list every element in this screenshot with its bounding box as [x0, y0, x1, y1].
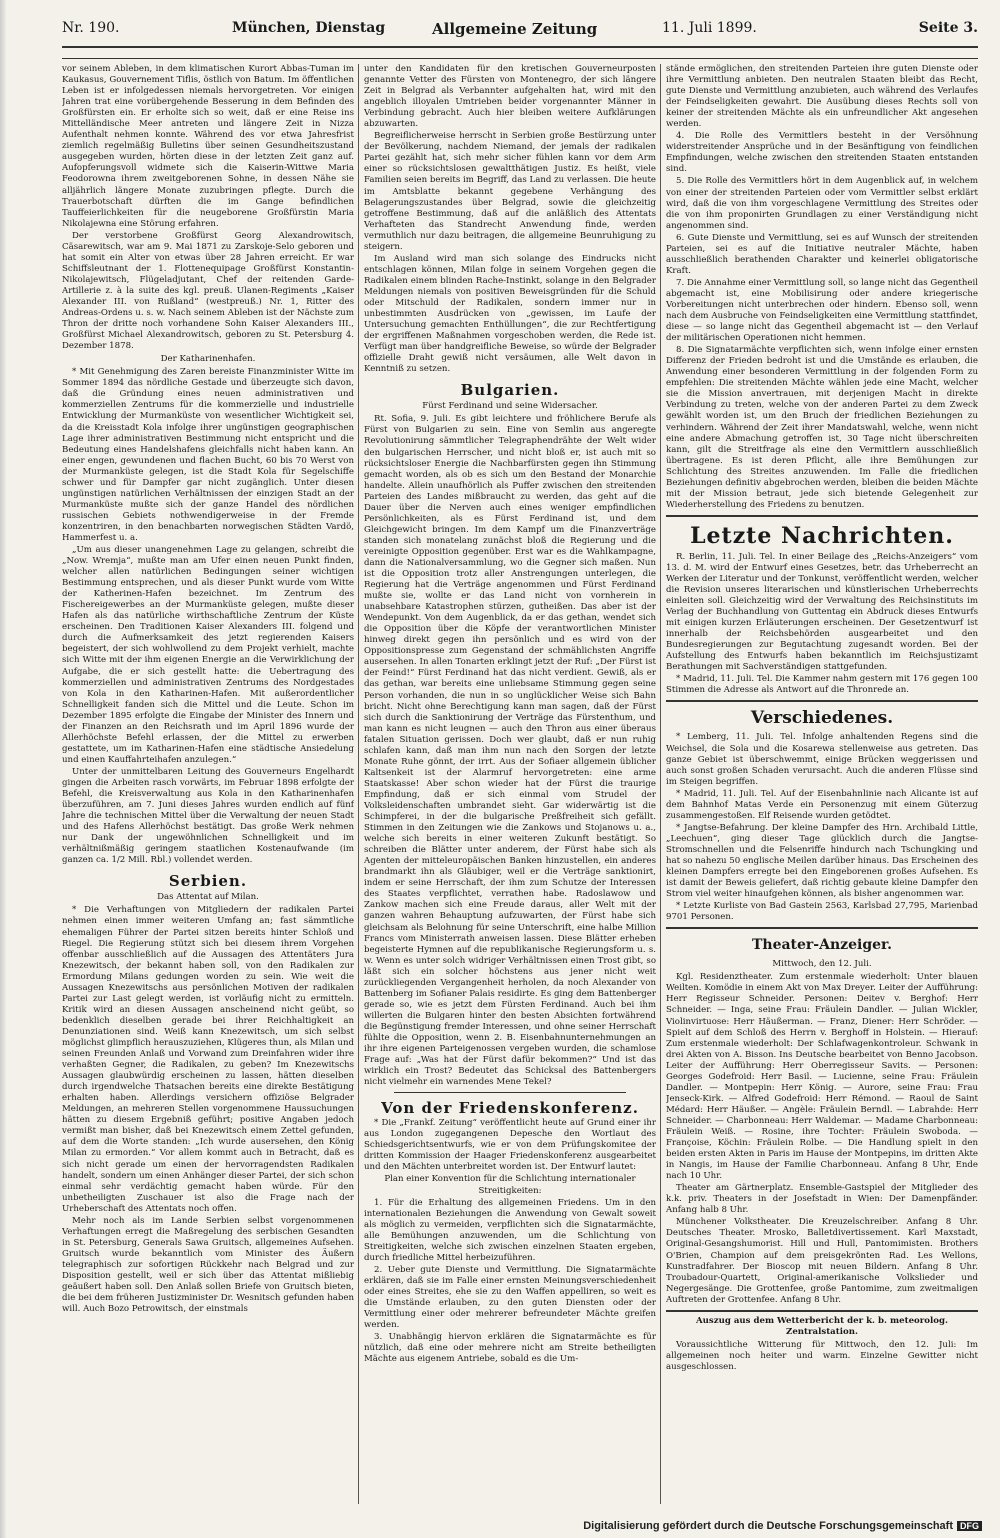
- paragraph: * Mit Genehmigung des Zaren bereiste Finanzminister Witte im Sommer 1894 das nördliche Gestade und überzeugte sich davon, daß die Gründung eines neuen administrativen und kommerziellen Zentrums für die kommerzielle und industrielle Entwicklung der Murmanküste von wesentlicher Wichtigkeit sei, da die Kreisstadt Kola infolge ihrer ungünstigen geographischen Lage ihrer administrativen Bestimmung nicht entspricht und die Bedeutung eines Handelshafens gleichfalls nicht haben kann. An einer engen, gewundenen und flachen Bucht, 60 bis 70 Werst von der Murmanküste gelegen, ist die Stadt Kola für Segelschiffe schwer und für Dampfer gar nicht zugänglich. Unter diesen ungünstigen natürlichen Verhältnissen der einzigen Stadt an der Murmanküste mußte sich der ganze Handel des nördlichen russischen Gebiets nothwendigerweise in der Fremde konzentriren, in den benachbarten norwegischen Städten Vardö, Hammerfest u. a.: [62, 367, 354, 543]
- place-day: München, Dienstag: [232, 20, 386, 36]
- separator: [666, 700, 978, 702]
- column-1: [62, 64, 354, 1524]
- paragraph: 1. Für die Erhaltung des allgemeinen Friedens. Um in den internationalen Beziehungen die Anwendung von Gewalt soweit als möglich zu vermeiden, verpflichten sich die Signatarmächte, alle Bemühungen anzuwenden, um die Schlichtung von Streitigkeiten, welche sich zwischen einzelnen Staaten ergeben, durch friedliche Mittel herbeizuführen.: [364, 1197, 656, 1263]
- footer-text: Digitalisierung gefördert durch die Deutsche Forschungsgemeinschaft: [583, 1520, 953, 1532]
- subheading-weather: Auszug aus dem Wetterbericht der k. b. meteorolog. Zentralstation.: [695, 1315, 949, 1337]
- paragraph: Im Ausland wird man sich solange des Eindrucks nicht entschlagen können, Milan folge in seinem Vorgehen gegen die Radikalen einem blinden Rache-Instinkt, solange in den Belgrader Meldungen niemals von positiven Beweisgründen für die Schuld oder Mitschuld der Radikalen, sondern immer nur in unbestimmten Ausdrücken von „gewissen, im Laufe der Untersuchung gemachten Enthüllungen“, die zur Rechtfertigung der ergriffenen Maßnahmen vorgeschoben werden, die Rede ist. Verfügt man über handgreifliche Beweise, so würde der Belgrader offizielle Draht gewiß nicht versäumen, alle Welt davon in Kenntniß zu setzen.: [364, 253, 656, 375]
- paragraph: vor seinem Ableben, in dem klimatischen Kurort Abbas-Tuman im Kaukasus, Gouvernement Tiflis, östlich von Batum. Im öffentlichen Leben ist er infolgedessen niemals hervorgetreten. Vor einigen Jahren trat eine vorübergehende Besserung in dem Befinden des Großfürsten ein. Er erholte sich so weit, daß er eine Reise ins Mittelländische Meer antreten und längere Zeit in Nizza Aufenthalt nehmen konnte. Während des vor etwa Jahresfrist ziemlich regelmäßig Bulletins über seinen Gesundheitszustand ausgegeben wurden, hörten diese in der letzten Zeit ganz auf. Aufopferungsvoll widmete sich die Kaiserin-Wittwe Maria Feodorowna ihrem zweitgeborenen Sohne, in dessen Nähe sie alljährlich längere Monate zuzubringen pflegte. Durch die Trauerbotschaft dürften die im Gange befindlichen Tauffeierlichkeiten für die neugeborene Großfürstin Maria Nikolajewna eine Störung erfahren.: [62, 64, 354, 229]
- paragraph: 2. Ueber gute Dienste und Vermittlung. Die Signatarmächte erklären, daß sie im Falle einer ernsten Meinungsverschiedenheit oder eines Streites, ehe sie zu den Waffen appelliren, so weit es die Umstände erlauben, zu den guten Diensten oder der Vermittlung einer oder mehrerer befreundeter Mächte greifen werden.: [364, 1264, 656, 1331]
- paragraph: unter den Kandidaten für den kretischen Gouverneurposten genannte Vetter des Fürsten von Montenegro, der sich längere Zeit in Belgrad als Verbannter aufgehalten hat, wird mit den angeblich illoyalen Umtrieben beider vorgenannter Männer in Verbindung gebracht. Auch hier bleiben weitere Aufklärungen abzuwarten.: [364, 64, 656, 130]
- section-heading-verschiedenes: Verschiedenes.: [750, 708, 894, 729]
- paragraph: Theater am Gärtnerplatz. Ensemble-Gastspiel der Mitglieder des k.k. priv. Theaters in der Josefstadt in Wien: Der Damenpfänder. Anfang halb 8 Uhr.: [666, 1183, 978, 1216]
- paragraph: * Madrid, 11. Juli. Tel. Die Kammer nahm gestern mit 176 gegen 100 Stimmen die Adresse als Antwort auf die Thronrede an.: [666, 674, 978, 696]
- paragraph: Kgl. Residenztheater. Zum erstenmale wiederholt: Unter blauen Weilten. Komödie in einem Akt von Max Dreyer. Leiter der Aufführung: Herr Regisseur Schneider. Personen: Deitev v. Berghof: Herr Schneider. — Inga, seine Frau: Fräulein Dandler. — Julian Wickler, Violinvirtuose: Herr Häußerman. — Franz, Diener: Herr Schröder. — Spielt auf dem Schloß des Herrn v. Berghoff in Holstein. — Hierauf: Zum erstenmale wiederholt: Der Schlafwagenkontroleur. Schwank in drei Akten von A. Bisson. Ins Deutsche bearbeitet von Benno Jacobson. Leiter der Aufführung: Herr Oberregisseur Savits. — Personen: Georges Godefroid: Herr Basil. — Lucienne, seine Frau: Fräulein Dandler. — Montpepin: Herr König. — Aurore, seine Frau: Frau Jenseck-Kirk. — Alfred Godefroid: Herr Rémond. — Raoul de Saint Médard: Herr Häußer. — Angèle: Fräulein Berndl. — Labrahde: Herr Schneider. — Charbonneau: Herr Waldemar. — Madame Charbonneau: Fräulein Weiß. — Rosine, ihre Tochter: Fräulein Swoboda. — Françoise, Köchin: Fräulein Rolbe. — Die Handlung spielt in den beiden ersten Akten in Paris im Hause der Montpepins, im dritten Akte in Nangis, im Hause der Familie Charbonneau. Anfang 8 Uhr, Ende nach 10 Uhr.: [666, 972, 978, 1182]
- paragraph: Voraussichtliche Witterung für Mittwoch, den 12. Juli: Im allgemeinen noch heiter und warm. Einzelne Gewitter nicht ausgeschlossen.: [666, 1339, 978, 1372]
- dfg-logo: DFG: [957, 1521, 982, 1531]
- subheading: Das Attentat auf Milan.: [157, 892, 259, 903]
- paragraph: * Lemberg, 11. Juli. Tel. Infolge anhaltenden Regens sind die Weichsel, die Sola und die Kosarewa stellenweise aus getreten. Das ganze Gebiet ist überschwemmt, einige Brücken weggerissen und auch sonst großen Schaden verursacht. Auch die anderen Flüsse sind im Steigen begriffen.: [666, 732, 978, 787]
- paragraph: * Die „Frankf. Zeitung“ veröffentlicht heute auf Grund einer ihr aus London zugegangenen Depesche den Wortlaut des Schiedsgerichtsentwurfs, wie er von dem Prüfungskomitee der dritten Kommission der Haager Friedenskonferenz ausgearbeitet und den Mächten unterbreitet worden ist. Der Entwurf lautet:: [364, 1118, 656, 1173]
- paragraph: * Madrid, 11. Juli. Tel. Auf der Eisenbahnlinie nach Alicante ist auf dem Bahnhof Matas Verde ein Personenzug mit einem Güterzug zusammengestoßen. Elf Reisende wurden getödtet.: [666, 788, 978, 821]
- paragraph: Plan einer Konvention für die Schlichtung internationaler Streitigkeiten:: [384, 1174, 636, 1196]
- paragraph: * Jangtse-Befahrung. Der kleine Dampfer des Hrn. Archibald Little, „Leechuen“, ging dieser Tage glücklich durch die Jangtse-Stromschnellen und die Felsenriffe hindurch nach Tschungking und hat so nahezu 50 englische Meilen darüber hinaus. Das Erscheinen des kleinen Dampfers erregte bei den Eingeborenen großes Aufsehen. Es ist damit der Beweis geliefert, daß richtig gebaute kleine Dampfer den Strom viel weiter hinaufgehen können, als bisher angenommen war.: [666, 822, 978, 900]
- separator: [394, 1092, 626, 1093]
- paragraph: 8. Die Signatarmächte verpflichten sich, wenn infolge einer ernsten Differenz der Frieden bedroht ist und die Umstände es erlauben, die Anwendung einer besonderen Vermittlung in der folgenden Form zu empfehlen: Die streitenden Mächte wählen jede eine Macht, welcher sie die Mission anvertrauen, mit derjenigen Macht in direkte Verbindung zu treten, welche von der anderen Partei zu dem Zweck gewählt worden ist, um den Bruch der friedlichen Beziehungen zu verhindern. Während der Zeit ihrer Mandatswahl, welche, wenn nicht eine andere Abmachung getroffen ist, 30 Tage nicht überschreiten kann, gilt die Streitfrage als eine den Vermittlern ausschließlich übertragene. Es ist deren Pflicht, alle ihre Bemühungen zur Schlichtung des Streites anzuwenden. Im Falle die friedlichen Beziehungen definitiv abgebrochen werden, bleiben die beiden Mächte mit der Mission betraut, jede sich bietende Gelegenheit zur Wiederherstellung des Friedens zu benutzen.: [666, 345, 978, 510]
- paragraph: * Die Verhaftungen von Mitgliedern der radikalen Partei nehmen einen immer weiteren Umfang an; fast sämmtliche ehemaligen Führer der Partei sitzen bereits hinter Schloß und Riegel. Die Regierung stützt sich bei diesem ihrem Vorgehen offenbar ausschließlich auf die Aussagen des Attentäters Jura Knezewitsch, der bekannt haben soll, von den Radikalen zur Ermordung Milans gedungen worden zu sein. Wie weit die Aussagen Knezewitschs aus persönlichen Motiven der radikalen Partei zur Last gelegt werden, ist vorläufig nicht zu ermitteln. Kritik wird an diesen Aussagen anscheinend nicht geübt, so bedenklich dieselben gerade bei ihrer Reichhaltigkeit an Denunziationen sind. Weiß kann Knezewitsch, um sich selbst möglichst glimpflich herauszuziehen, Klügeres thun, als Milan und seinen Freunden Anlaß und Vorwand zum Dreinfahren wider ihre verhaßten Gegner, die Radikalen, zu geben? Im Knezewitschs Aussagen glaubwürdig erscheinen zu lassen, hätten dieselben durch irgendwelche Thatsachen bereits eine direkte Bestätigung erhalten haben. Allerdings versichern offiziöse Belgrader Meldungen, an mehreren Stellen vorgenommene Haussuchungen hätten zu diesem Ergebniß geführt; positive Angaben jedoch vermißt man bisher, daß bei Knezewitsch einem Zettel gefunden, auf dem die Worte standen: „Ich wurde ausersehen, den König Milan zu ermorden.“ Vor allem kommt auch in Betracht, daß es sich nicht gerade um einen der hervorragendsten Radikalen handelt, sondern um einen Anhänger dieser Partei, der sich schon einmal sehr verdächtig gemacht haben würde. Für den unbetheiligten Zuschauer ist also die Frage nach der Urheberschaft des Attentats noch offen.: [62, 905, 354, 1214]
- paragraph: 5. Die Rolle des Vermittlers hört in dem Augenblick auf, in welchem von einer der streitenden Parteien oder vom Vermittler selbst erklärt wird, daß die von ihm vorgeschlagene Vermittlung des Streites oder die von ihm proponirten Grundlagen zu einer Verständigung nicht angenommen sind.: [666, 176, 978, 231]
- digitization-footer: [583, 1520, 982, 1532]
- page-number: Seite 3.: [918, 20, 978, 36]
- paragraph: Unter der unmittelbaren Leitung des Gouverneurs Engelhardt gingen die Arbeiten rasch vorwärts, im Februar 1898 erfolgte der Befehl, die Kreisverwaltung aus Kola in den Katharinenhafen überzuführen, am 7. Juni dieses Jahres wurden endlich auf fünf Jahre die technischen Mittel über die Verwaltung der neuen Stadt und des Hafens Allerhöchst bestätigt. Das große Werk nehmen nur Dank der ungewöhnlichen Schnelligkeit und im verhältnißmäßig geringem staatlichen Kostenaufwande (im ganzen ca. 1/2 Mill. Rbl.) vollendet werden.: [62, 766, 354, 866]
- subheading: Fürst Ferdinand und seine Widersacher.: [422, 401, 598, 412]
- paragraph: Münchener Volkstheater. Die Kreuzelschreiber. Anfang 8 Uhr. Deutsches Theater. Mrosko, Balletdivertissement. Karl Maxstadt, Original-Gesangshumorist. Hill und Hull, Pantomimisten. Brothers O'Brien, Champion auf dem preisgekrönten Rad. Les Wellons, Kunstradfahrer. Der Bioscop mit neuen Bildern. Anfang 8 Uhr. Troubadour-Quartett, Original-amerikanische Volkslieder und Negergesänge. Die Grottenfee, große Pantomime, zum zweitmaligen Auftreten der Grottenfee. Anfang 8 Uhr.: [666, 1217, 978, 1305]
- section-heading-friedenskonferenz: Von der Friedenskonferenz.: [381, 1099, 639, 1118]
- section-heading-bulgarien: Bulgarien.: [460, 381, 560, 400]
- paragraph: Mehr noch als im Lande Serbien selbst vorgenommenen Verhaftungen erregt die Maßregelung des serbischen Gesandten in St. Petersburg, Generals Sawa Gruitsch, allgemeines Aufsehen. Gruitsch wurde bekanntlich vom Minister des Äußern telegraphisch zur sofortigen Rückkehr nach Belgrad und zur Disposition gestellt, weil er sich über das Attentat mißliebig geäußert haben soll. Den Anlaß sollen Briefe von Gruitsch bieten, die bei dem früheren Justizminister Dr. Wesnitsch gefunden haben will. Auch Bozo Petrowitsch, der einstmals: [62, 1215, 354, 1315]
- issue-date: 11. Juli 1899.: [662, 20, 757, 36]
- separator: [666, 927, 978, 929]
- column-divider-1: [358, 64, 359, 1504]
- paragraph: stände ermöglichen, den streitenden Parteien ihre guten Dienste oder ihre Vermittlung anbieten. Den neutralen Staaten bleibt das Recht, gute Dienste und Vermittlung anzubieten, auch während des Verlaufes der Feindseligkeiten gewahrt. Die Ausübung dieses Rechts soll von keiner der streitenden Mächte als ein unfreundlicher Akt angesehen werden.: [666, 64, 978, 130]
- column-divider-2: [660, 64, 661, 1504]
- paragraph: Rt. Sofia, 9. Juli. Es gibt leichtere und fröhlichere Berufe als Fürst von Bulgarien zu sein. Eine von Semlin aus angeregte Revolutionirung sämmtlicher Telegraphendrähte der Welt wider den bulgarischen Herrscher, und nicht bloß er, ist auch mit so rücksichtsloser Energie die Nachbarfürsten gegen ihn Stimmung gemacht worden, als ob es sich um den Bestand der Monarchie handelte. Allein unaufhörlich als Puffer zwischen den streitenden Parteien des Landes mißbraucht zu werden, das geht auf die Dauer über die Nerven auch eines weniger empfindlichen Persönlichkeiten, als es Fürst Ferdinand ist, und dem Gleichgewicht bringen. Im dem Kampf um die Finanzverträge standen sich monatelang zunächst bloß die Regierung und die vereinigte Opposition gegenüber. Erst war es die Wahlkampagne, dann die Nationalversammlung, wo die Gegner sich maßen. Nun ist die Opposition trotz aller Anstrengungen unterlegen, die Regierung hat die Verträge angenommen und Fürst Ferdinand mußte sie, wollte er das Land nicht von vornherein in unabsehbare Katastrophen stürzen, gutheißen. Das aber ist der Wendepunkt. Von dem Augenblick, da er das gethan, wendet sich die Opposition über die Köpfe der verantwortlichen Minister hinweg direkt gegen ihn persönlich und es wird von der Oppositionspresse zum Gegenstand der schmählichsten Angriffe ausersehen. In allen Tonarten erklingt jetzt der Ruf: „Der Fürst ist der Feind!“ Fürst Ferdinand hat das nicht verdient. Gewiß, als er das gethan, war bereits eine unliebsame Stimmung gegen seine Person vorhanden, die nun in so unglücklicher Weise sich Bahn bricht. Nicht ohne Berechtigung kann man sagen, daß der Fürst sich durch die Sanktionirung der Verträge das Fürstenthum, und man kann es nicht leugnen — auch den Thron aus einer überaus fatalen Situation gerissen. Doch wer glaubt, daß er nun ruhig schlafen kann, daß man ihm nun nach den Sorgen der letzte Monate Ruhe gönnt, der irrt. Aus der Sofiaer allgemein üblicher Kaltsenkeit ist der Alarmruf hervorgetreten: eine arme Staatskasse! Aber schon wieder hat der Fürst die traurige Empfindung, daß er sich einmal vom Strudel der Volksleidenschaften umbrandet sieht. Gar widerwärtig ist die Schimpferei, in der die bulgarische Preßfreiheit sich gefällt. Stimmen in den Zeitungen wie die Zankows und Stojanows u. a., welche sich bereits in einer weiteren Zukunft bestätigt. So schreiben die Blätter unter anderem, der Fürst habe sich als Agenten der mitteleuropäischen Banken hinzustellen, ein anderes brandmarkt ihn als Gläubiger, weil er die Verträge sanktionirt, indem er seine Herrschaft, der ihm zum Schutze der Interessen des Staates verpflichtet, verrathen habe. Radoslawow und Zankow machen sich eine Freude daraus, aller Welt mit der ganzen wahren Behauptung aufzuwarten, der Fürst habe sich gleichsam als Belohnung für seine Unterschrift, eine halbe Million Francs vom Ministerrath anweisen lassen. Diese Blätter erheben begeisterte Hymnen auf die republikanische Regierungsform u. s. w. Wenn es unter solch widriger Verhältnissen einen Trost gibt, so läßt sich ein solcher höchstens aus jener nicht weit zurückliegenden Vergangenheit herholen, da noch Alexander von Battenberg im Sofianer Palais residirte. Es ging dem Battenberger gerade so, wie es jetzt dem Fürsten Ferdinand. Auch bei ihm willerten die Bulgaren hinter den besten Absichten fortwährend die Begünstigung fremder Interessen, und ohne seiner Herrschaft fühlte die Opposition, wenn 2. B. Eisenbahnunternehmungen an ihr ihre eigenen Parteigenossen vergeben wurden, die schamlose Frage auf: „Was hat der Fürst dafür bekommen?“ Und ist das wirklich ein Trost? Bedeutet das Schicksal des Battenbergers nicht vielmehr ein warnendes Mene Tekel?: [364, 414, 656, 1088]
- paragraph: 3. Unabhängig hiervon erklären die Signatarmächte es für nützlich, daß eine oder mehrere nicht am Streite betheiligten Mächte aus eigenem Antriebe, sobald es die Um-: [364, 1332, 656, 1365]
- column-2: [364, 64, 656, 1524]
- section-heading-letzte-nachrichten: Letzte Nachrichten.: [690, 522, 954, 549]
- paragraph: 4. Die Rolle des Vermittlers besteht in der Versöhnung widerstreitender Ansprüche und in der Besänftigung von feindlichen Empfindungen, welche zwischen den streitenden Staaten entstanden sind.: [666, 131, 978, 175]
- header-rule-thin: [62, 58, 978, 59]
- header-rule: [62, 46, 978, 48]
- paragraph: 7. Die Annahme einer Vermittlung soll, so lange nicht das Gegentheil abgemacht ist, eine Mobilisirung oder andere kriegerische Vorbereitungen nicht unterbrechen oder hindern. Ebenso soll, wenn nach dem Ausbruche von Feindseligkeiten eine Vermittlung stattfindet, diese — so lange nicht das Gegentheil abgemacht ist — den Verlauf der militärischen Operationen nicht hemmen.: [666, 277, 978, 344]
- paragraph: * Letzte Kurliste von Bad Gastein 2563, Karlsbad 27,795, Marienbad 9701 Personen.: [666, 901, 978, 923]
- paper-title: Allgemeine Zeitung: [432, 20, 598, 38]
- subheading: Mittwoch, den 12. Juli.: [772, 959, 872, 970]
- subheading: Der Katharinenhafen.: [160, 354, 256, 365]
- separator: [666, 515, 978, 517]
- section-heading-theater: Theater-Anzeiger.: [751, 937, 892, 954]
- section-heading-serbien: Serbien.: [168, 872, 248, 891]
- page-fold-shadow: [0, 0, 6, 1538]
- paragraph: Der verstorbene Großfürst Georg Alexandrowitsch, Cäsarewitsch, war am 9. Mai 1871 zu Zarskoje-Selo geboren und hat somit ein Alter von etwas über 28 Jahren erreicht. Er war Schiffsleutnant der 1. Flottenequipage Großfürst Konstantin-Nikolajewitsch, Flügeladjutant, Chef der reitenden Garde-Artillerie z. à la suite des kgl. preuß. Ulanen-Regiments „Kaiser Alexander III. von Rußland“ (westpreuß.) Nr. 1, Ritter des Andreas-Ordens u. s. w. Nach seinem Ableben ist der Nächste zum Thron der dritte noch vorhandene Sohn Kaiser Alexanders III., Großfürst Michael Alexandrowitsch, geboren zu St. Petersburg 4. Dezember 1878.: [62, 230, 354, 352]
- separator: [666, 1310, 978, 1312]
- paragraph: R. Berlin, 11. Juli. Tel. In einer Beilage des „Reichs-Anzeigers“ vom 13. d. M. wird der Entwurf eines Gesetzes, betr. das Urheberrecht an Werken der Literatur und der Tonkunst, veröffentlicht werden, welcher die Revision unseres literarischen und künstlerischen Urheberrechts einleiten soll. Gleichzeitig wird der Verwaltung des Reichsinstituts im Verlag der Buchhandlung von Guttentag ein Abdruck dieses Entwurfs mit einigen kurzen Erläuterungen erscheinen. Der Gesetzentwurf ist innerhalb der Reichsbehörden ausgearbeitet und den Bundesregierungen zur Begutachtung zugesandt worden. Bei der Aufstellung des Entwurfs haben bekanntlich im Reichsjustizamt Berathungen mit Sachverständigen stattgefunden.: [666, 551, 978, 673]
- paragraph: 6. Gute Dienste und Vermittlung, sei es auf Wunsch der streitenden Parteien, sei es auf die Initiative neutraler Mächte, haben ausschließlich berathenden Charakter und keinerlei obligatorische Kraft.: [666, 232, 978, 276]
- paragraph: Begreiflicherweise herrscht in Serbien große Bestürzung unter der Bevölkerung, nachdem Niemand, der jemals der radikalen Partei gezählt hat, sich mehr sicher fühlen kann vor dem Arm einer so rücksichtslosen gewaltthätigen Justiz. Es heißt, viele Familien seien bereits im Begriff, das Land zu verlassen. Die heute im Amtsblatte bekannt gegebene Verhängung des Belagerungszustandes über Belgrad, sowie die gleichzeitig getroffene Bestimmung, daß auf die anläßlich des Attentats Verhafteten das Standrecht Anwendung finde, werden vermuthlich nur dazu beitragen, die allgemeine Beunruhigung zu steigern.: [364, 131, 656, 252]
- issue-number: Nr. 190.: [62, 20, 120, 36]
- paragraph: „Um aus dieser unangenehmen Lage zu gelangen, schreibt die „Now. Wremja“, mußte man am Ufer einen neuen Punkt finden, welcher allen natürlichen Bedingungen seiner wichtigen Bestimmung entsprechen, und als dieser Punkt wurde vom Witte der Katherinen-Hafen bezeichnet. Im Zentrum des Fischereigewerbes an der Murmanküste gelegen, mußte dieser Hafen als das natürliche wirthschaftliche Zentrum der Küste erscheinen. Den Traditionen Kaiser Alexanders III. folgend und durch die Aufmerksamkeit des jetzt regierenden Kaisers begeistert, der sich wohlwollend zu dem Projekt verhielt, machte sich Witte mit der ihm eigenen Energie an die Verwirklichung der Aufgabe, die er sich gestellt hatte: die Uebertragung des kommerziellen und administrativen Zentrums des Nordgestades von Kola in den Katharinen-Hafen. Mit außerordentlicher Schnelligkeit fanden sich die Mittel und die Leute. Schon im Dezember 1895 erfolgte die Eingabe der Minister des Innern und der Finanzen an den Reichsrath und im April 1896 wurde der Allerhöchste Befehl erlassen, der die Mittel zu erwerben gestattete, um im Katharinen-Hafen eine städtische Ansiedelung und einen Kauffahrteihafen anzulegen.“: [62, 545, 354, 765]
- page-header: [62, 20, 978, 42]
- column-3: [666, 64, 978, 1524]
